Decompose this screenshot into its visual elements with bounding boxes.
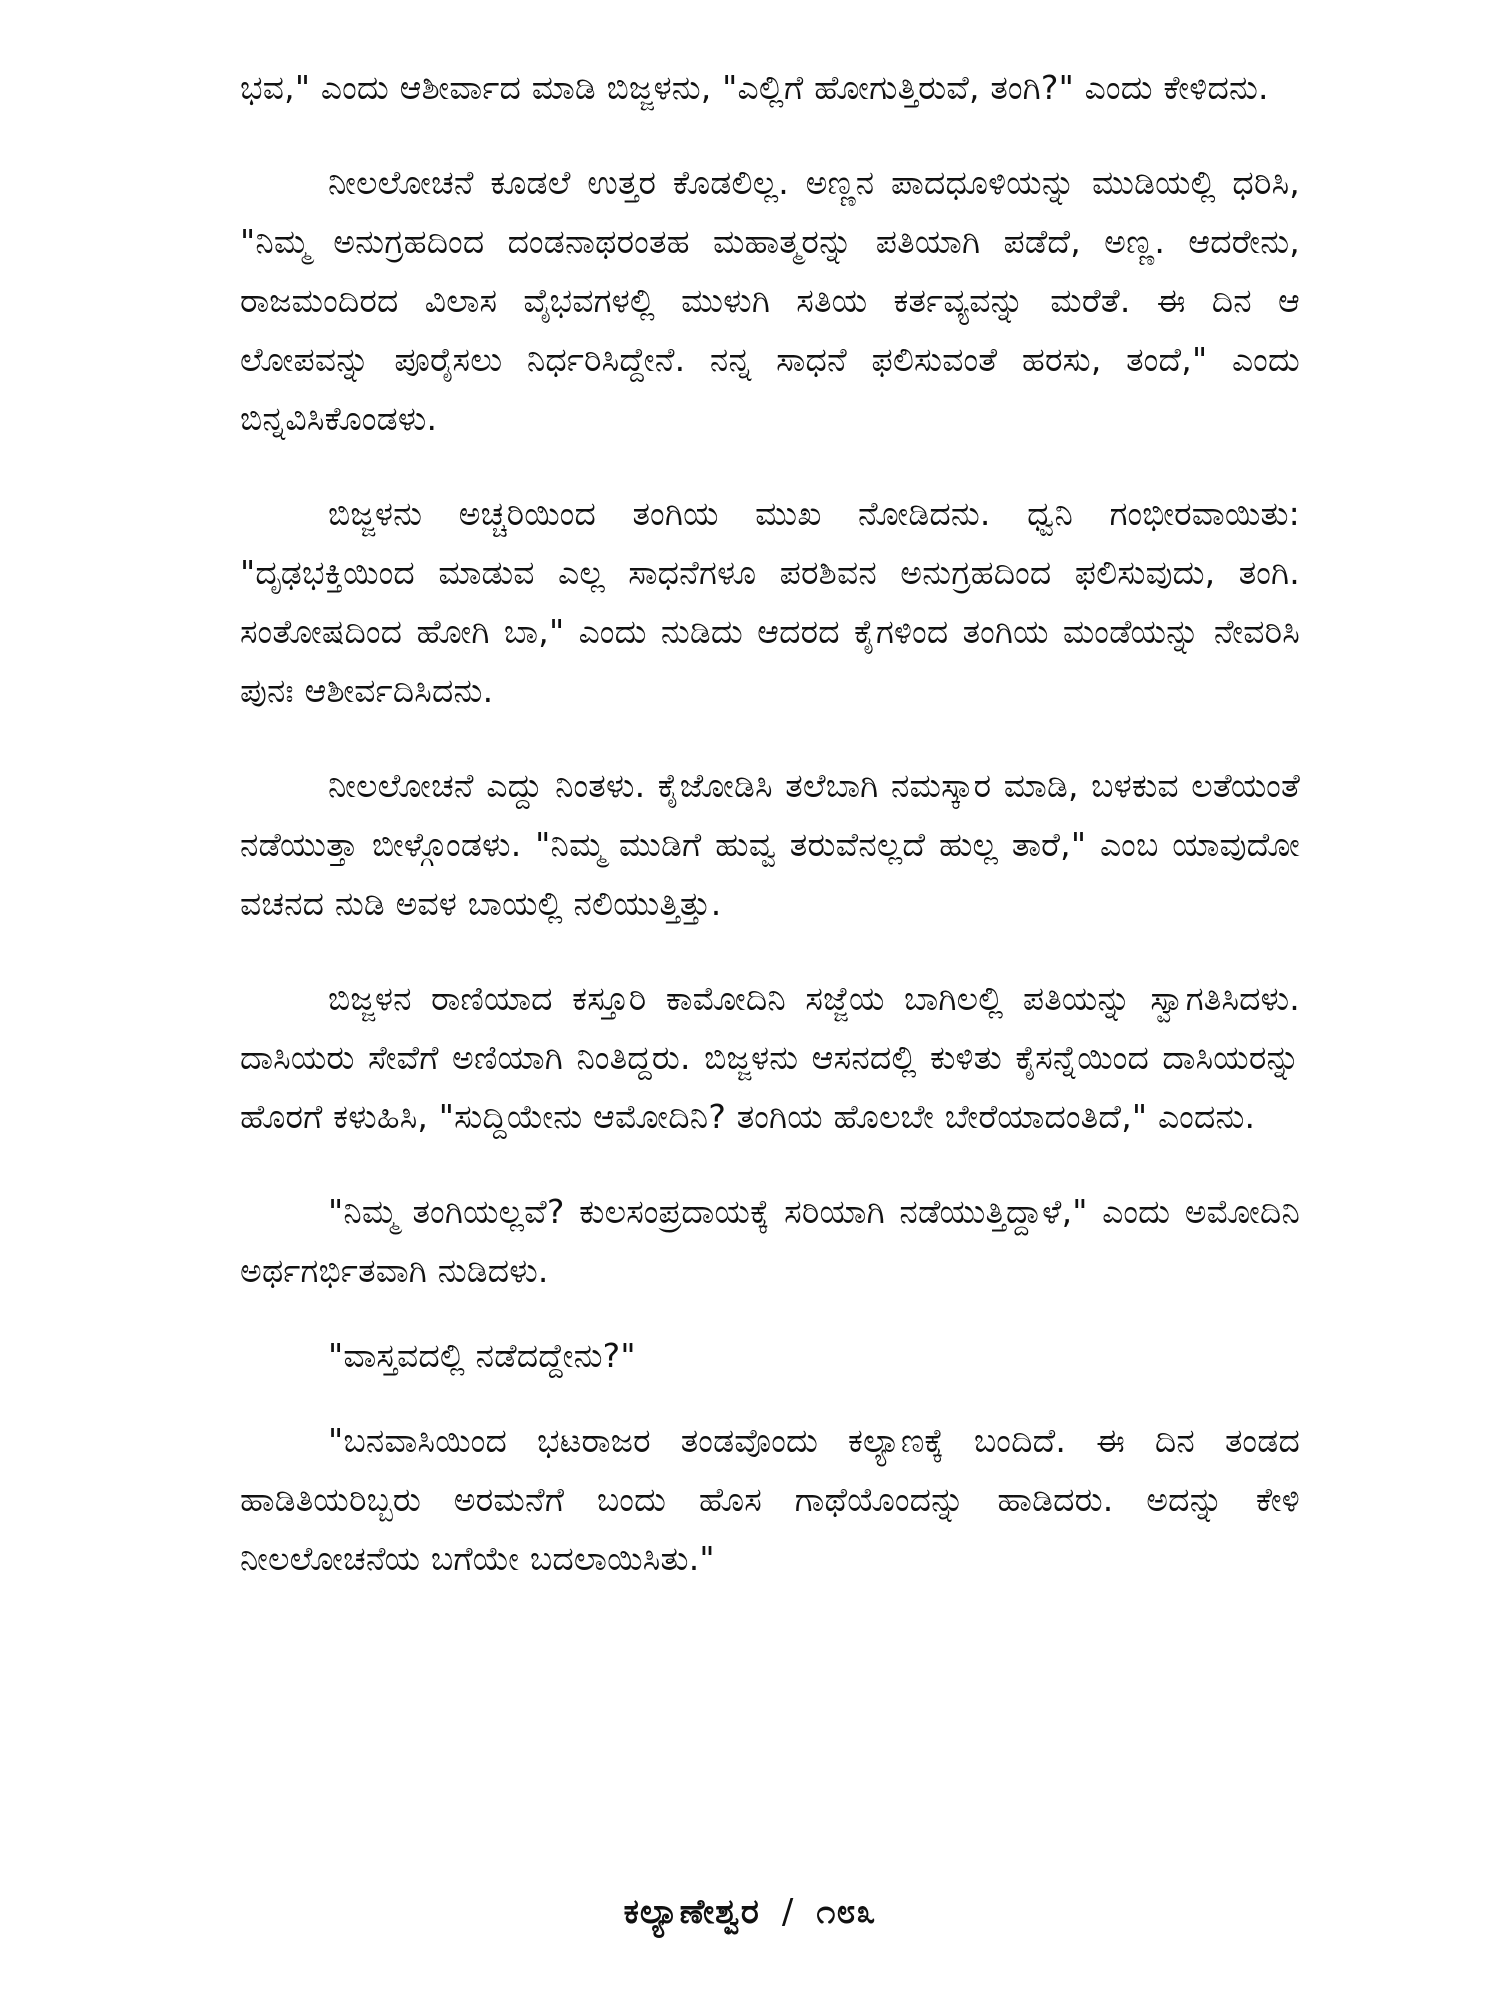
book-title: ಕಲ್ಯಾಣೇಶ್ವರ: [623, 1892, 760, 1932]
page-footer: [0, 1892, 1500, 1932]
paragraph-7: "ವಾಸ್ತವದಲ್ಲಿ ನಡೆದದ್ದೇನು?": [328, 1336, 636, 1375]
paragraph-2: ನೀಲಲೋಚನೆ ಕೂಡಲೆ ಉತ್ತರ ಕೊಡಲಿಲ್ಲ. ಅಣ್ಣನ ಪಾದಧೂಳಿಯನ್ನು ಮುಡಿಯಲ್ಲಿ ಧರಿಸಿ, "ನಿಮ್ಮ ಅನುಗ್ರಹದಿಂದ ದಂಡನಾಥರಂತಹ ಮಹಾತ್ಮರನ್ನು ಪತಿಯಾಗಿ ಪಡೆದೆ, ಅಣ್ಣ. ಆದರೇನು, ರಾಜಮಂದಿರದ ವಿಲಾಸ ವೈಭವಗಳಲ್ಲಿ ಮುಳುಗಿ ಸತಿಯ ಕರ್ತವ್ಯವನ್ನು ಮರೆತೆ. ಈ ದಿನ ಆ ಲೋಪವನ್ನು ಪೂರೈಸಲು ನಿರ್ಧರಿಸಿದ್ದೇನೆ. ನನ್ನ ಸಾಧನೆ ಫಲಿಸುವಂತೆ ಹರಸು, ತಂದೆ," ಎಂದು ಬಿನ್ನವಿಸಿಕೊಂಡಳು.: [240, 163, 1300, 438]
paragraph-6: "ನಿಮ್ಮ ತಂಗಿಯಲ್ಲವೆ? ಕುಲಸಂಪ್ರದಾಯಕ್ಕೆ ಸರಿಯಾಗಿ ನಡೆಯುತ್ತಿದ್ದಾಳೆ," ಎಂದು ಅಮೋದಿನಿ ಅರ್ಥಗರ್ಭಿತವಾಗಿ ನುಡಿದಳು.: [240, 1192, 1300, 1290]
page-number: ೧೮೩: [816, 1892, 877, 1932]
paragraph-1: ಭವ," ಎಂದು ಆಶೀರ್ವಾದ ಮಾಡಿ ಬಿಜ್ಜಳನು, "ಎಲ್ಲಿಗೆ ಹೋಗುತ್ತಿರುವೆ, ತಂಗಿ?" ಎಂದು ಕೇಳಿದನು.: [240, 68, 1269, 107]
paragraph-3: ಬಿಜ್ಜಳನು ಅಚ್ಚರಿಯಿಂದ ತಂಗಿಯ ಮುಖ ನೋಡಿದನು. ಧ್ವನಿ ಗಂಭೀರವಾಯಿತು: "ದೃಢಭಕ್ತಿಯಿಂದ ಮಾಡುವ ಎಲ್ಲ ಸಾಧನೆಗಳೂ ಪರಶಿವನ ಅನುಗ್ರಹದಿಂದ ಫಲಿಸುವುದು, ತಂಗಿ. ಸಂತೋಷದಿಂದ ಹೋಗಿ ಬಾ," ಎಂದು ನುಡಿದು ಆದರದ ಕೈಗಳಿಂದ ತಂಗಿಯ ಮಂಡೆಯನ್ನು ನೇವರಿಸಿ ಪುನಃ ಆಶೀರ್ವದಿಸಿದನು.: [240, 494, 1300, 710]
page-body: [240, 58, 1300, 1624]
paragraph-5: ಬಿಜ್ಜಳನ ರಾಣಿಯಾದ ಕಸ್ತೂರಿ ಕಾಮೋದಿನಿ ಸಜ್ಜೆಯ ಬಾಗಿಲಲ್ಲಿ ಪತಿಯನ್ನು ಸ್ವಾಗತಿಸಿದಳು. ದಾಸಿಯರು ಸೇವೆಗೆ ಅಣಿಯಾಗಿ ನಿಂತಿದ್ದರು. ಬಿಜ್ಜಳನು ಆಸನದಲ್ಲಿ ಕುಳಿತು ಕೈಸನ್ನೆಯಿಂದ ದಾಸಿಯರನ್ನು ಹೊರಗೆ ಕಳುಹಿಸಿ, "ಸುದ್ದಿಯೇನು ಆಮೋದಿನಿ? ತಂಗಿಯ ಹೊಲಬೇ ಬೇರೆಯಾದಂತಿದೆ," ಎಂದನು.: [240, 979, 1300, 1136]
footer-separator: /: [781, 1892, 795, 1932]
paragraph-8: "ಬನವಾಸಿಯಿಂದ ಭಟರಾಜರ ತಂಡವೊಂದು ಕಲ್ಯಾಣಕ್ಕೆ ಬಂದಿದೆ. ಈ ದಿನ ತಂಡದ ಹಾಡಿತಿಯರಿಬ್ಬರು ಅರಮನೆಗೆ ಬಂದು ಹೊಸ ಗಾಥೆಯೊಂದನ್ನು ಹಾಡಿದರು. ಅದನ್ನು ಕೇಳಿ ನೀಲಲೋಚನೆಯ ಬಗೆಯೇ ಬದಲಾಯಿಸಿತು.": [240, 1421, 1300, 1578]
paragraph-4: ನೀಲಲೋಚನೆ ಎದ್ದು ನಿಂತಳು. ಕೈಜೋಡಿಸಿ ತಲೆಬಾಗಿ ನಮಸ್ಕಾರ ಮಾಡಿ, ಬಳಕುವ ಲತೆಯಂತೆ ನಡೆಯುತ್ತಾ ಬೀಳ್ಗೊಂಡಳು. "ನಿಮ್ಮ ಮುಡಿಗೆ ಹುವ್ವ ತರುವೆನಲ್ಲದೆ ಹುಲ್ಲ ತಾರೆ," ಎಂಬ ಯಾವುದೋ ವಚನದ ನುಡಿ ಅವಳ ಬಾಯಲ್ಲಿ ನಲಿಯುತ್ತಿತ್ತು.: [240, 766, 1300, 923]
